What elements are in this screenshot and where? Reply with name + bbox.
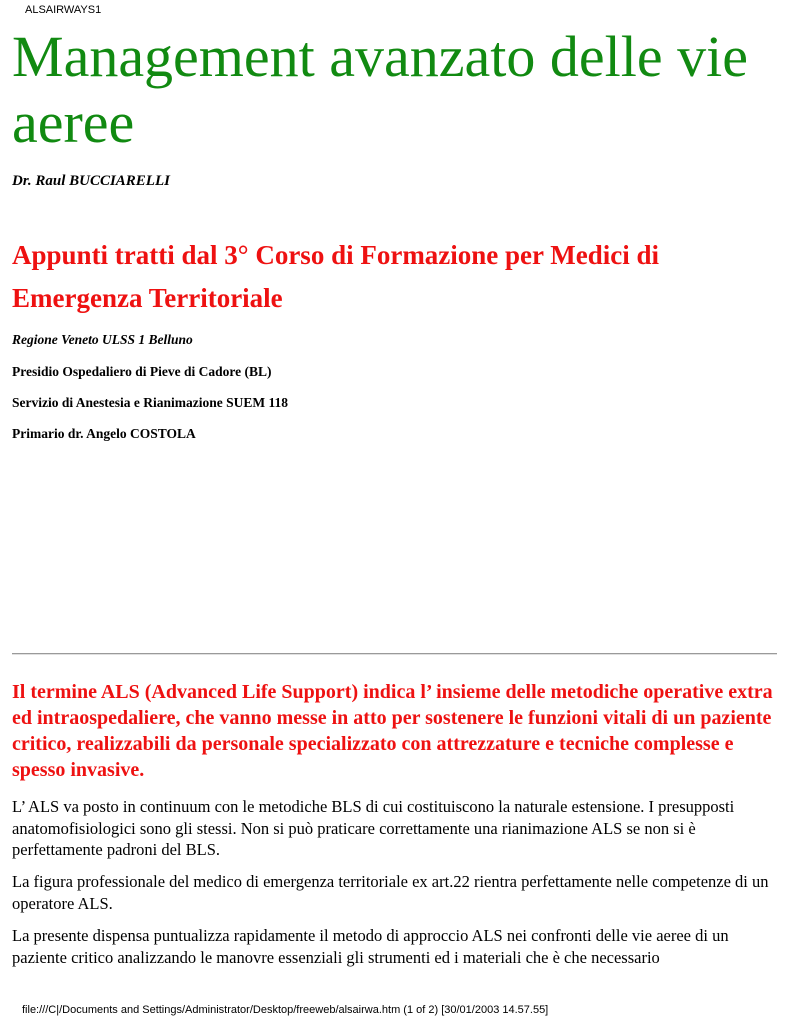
page-title: Management avanzato delle vie aeree xyxy=(12,24,748,155)
info-primary: Primario dr. Angelo COSTOLA xyxy=(12,426,196,441)
horizontal-divider xyxy=(12,653,777,655)
document-header-label: ALSAIRWAYS1 xyxy=(25,4,102,16)
page-footer-url: file:///C|/Documents and Settings/Administrator/Desktop/freeweb/alsairwa.htm (1 of 2) [30/01/2003 14.57.55] xyxy=(22,1004,549,1016)
body-paragraph: L’ ALS va posto in continuum con le metodiche BLS di cui costituiscono la naturale estensione. I presupposti anatomofisiologici sono gli stessi. Non si può praticare correttamente una rianimazione ALS se non si è perfettamente padroni del BLS. xyxy=(12,797,735,859)
body-paragraph: La figura professionale del medico di emergenza territoriale ex art.22 rientra perfettamente nelle competenze di un operatore ALS. xyxy=(12,872,769,913)
intro-paragraph: Il termine ALS (Advanced Life Support) indica l’ insieme delle metodiche operative extra ed intraospedaliere, che vanno messe in atto per sostenere le funzioni vitali di un paziente critico, realizzabili da personale specializzato con attrezzature e tecniche complesse e spesso invasive. xyxy=(12,681,773,781)
author-name: Dr. Raul BUCCIARELLI xyxy=(12,173,170,189)
info-hospital: Presidio Ospedaliero di Pieve di Cadore (BL) xyxy=(12,364,272,379)
subtitle: Appunti tratti dal 3° Corso di Formazione per Medici di Emergenza Territoriale xyxy=(12,240,660,313)
info-service: Servizio di Anestesia e Rianimazione SUEM 118 xyxy=(12,395,288,410)
body-paragraph: La presente dispensa puntualizza rapidamente il metodo di approccio ALS nei confronti delle vie aeree di un paziente critico analizzando le manovre essenziali gli strumenti ed i materiali che è che necessario xyxy=(12,926,729,967)
info-region: Regione Veneto ULSS 1 Belluno xyxy=(12,332,193,347)
